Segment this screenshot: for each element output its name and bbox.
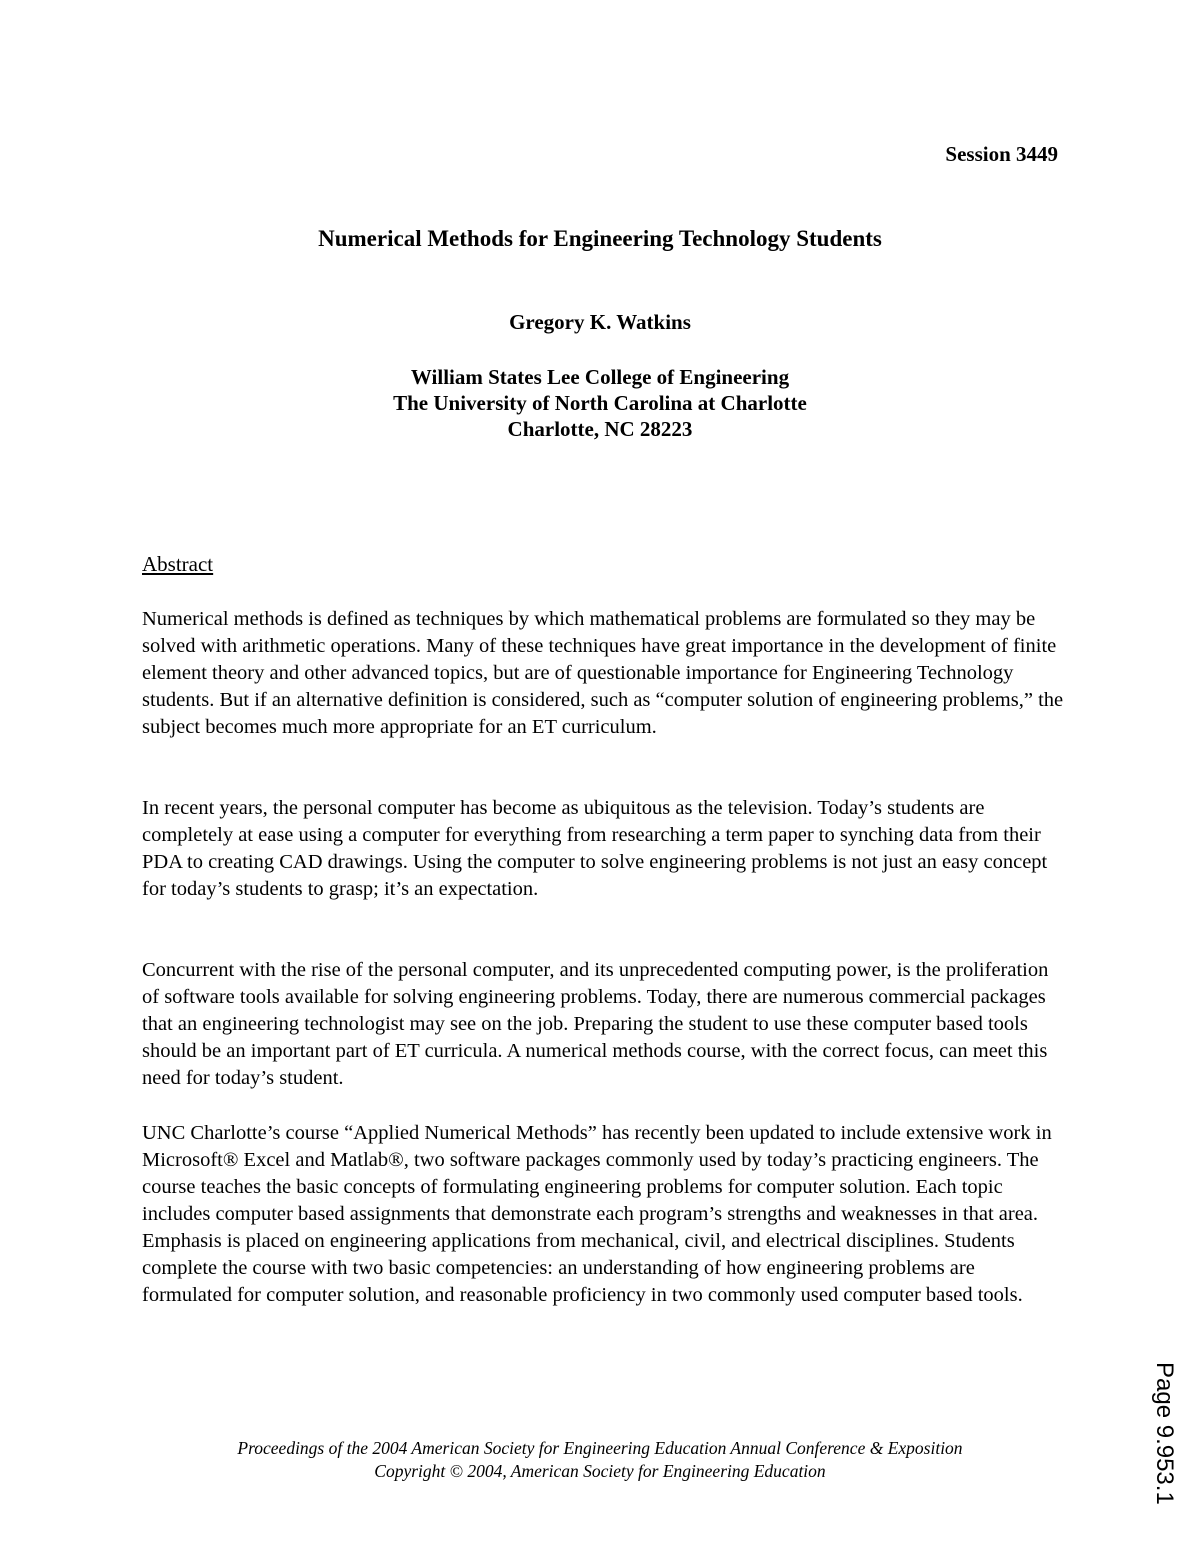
abstract-paragraph: In recent years, the personal computer has become as ubiquitous as the television. Today’s students are completely at ease using a computer for everything from researching a term paper to synching data from their PDA to creating CAD drawings. Using the computer to solve engineering problems is not just an easy concept for today’s students to grasp; it’s an expectation. [142,797,1048,900]
abstract-paragraph: Numerical methods is defined as techniques by which mathematical problems are formulated so they may be solved with arithmetic operations. Many of these techniques have great importance in the development of finite element theory and other advanced topics, but are of questionable importance for Engineering Technology students. But if an alternative definition is considered, such as “computer solution of engineering problems,” the subject becomes much more appropriate for an ET curriculum. [142,608,1064,738]
abstract-paragraph: UNC Charlotte’s course “Applied Numerical Methods” has recently been updated to include extensive work in Microsoft® Excel and Matlab®, two software packages commonly used by today’s practicing engineers. The course teaches the basic concepts of formulating engineering problems for computer solution. Each topic includes computer based assignments that demonstrate each program’s strengths and weaknesses in that area. Emphasis is placed on engineering applications from mechanical, civil, and electrical disciplines. Students complete the course with two basic competencies: an understanding of how engineering problems are formulated for computer solution, and reasonable proficiency in two commonly used computer based tools. [142,1122,1052,1306]
footer-proceedings: Proceedings of the 2004 American Society for Engineering Education Annual Conference & Exposition [237,1438,963,1458]
paper-title: Numerical Methods for Engineering Technology Students [318,226,882,251]
abstract-heading: Abstract [142,552,214,576]
author-affiliation [0,364,1200,442]
author-name: Gregory K. Watkins [509,310,691,334]
footer-copyright: Copyright © 2004, American Society for Engineering Education [374,1461,826,1481]
session-number: Session 3449 [945,142,1058,166]
affiliation-college: William States Lee College of Engineering [410,365,790,389]
abstract-paragraph: Concurrent with the rise of the personal computer, and its unprecedented computing power, is the proliferation of software tools available for solving engineering problems. Today, there are numerous commercial packages that an engineering technologist may see on the job. Preparing the student to use these computer based tools should be an important part of ET curricula. A numerical methods course, with the correct focus, can meet this need for today’s student. [142,959,1049,1089]
affiliation-university: The University of North Carolina at Charlotte [393,391,807,415]
page-number-stamp: Page 9.953.1 [1151,1362,1178,1505]
affiliation-location: Charlotte, NC 28223 [507,417,693,441]
proceedings-footer [0,1437,1200,1483]
